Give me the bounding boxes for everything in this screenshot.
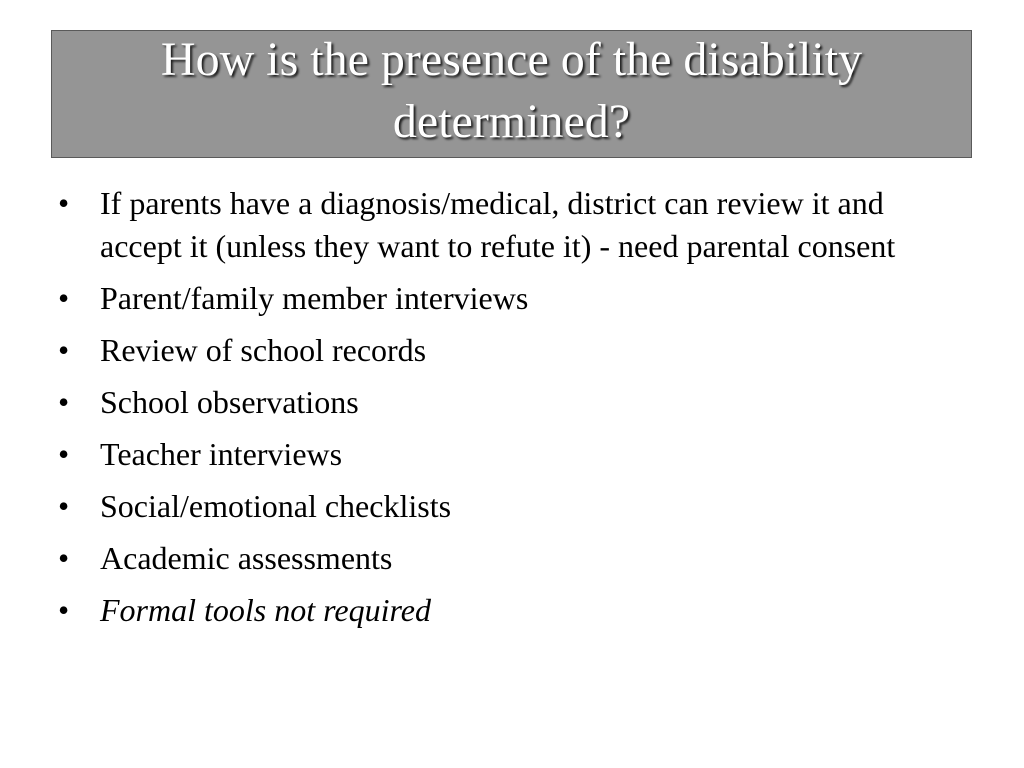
bullet-text: Teacher interviews [100, 436, 343, 472]
bullet-item [56, 277, 966, 320]
bullet-text: Parent/family member interviews [100, 280, 529, 316]
bullet-text: Social/emotional checklists [100, 488, 452, 524]
bullet-text: School observations [100, 384, 359, 420]
bullet-item [56, 329, 966, 372]
bullet-icon: • [58, 488, 70, 524]
bullet-item [56, 537, 966, 580]
title-box [51, 30, 972, 158]
bullet-icon: • [58, 592, 70, 628]
bullet-icon: • [58, 540, 70, 576]
bullet-item [56, 182, 966, 268]
bullet-item [56, 381, 966, 424]
bullet-list [56, 182, 966, 641]
bullet-icon: • [58, 436, 70, 472]
bullet-icon: • [58, 384, 70, 420]
bullet-icon: • [58, 332, 70, 368]
bullet-icon: • [58, 280, 70, 316]
bullet-text: If parents have a diagnosis/medical, district can review it and accept it (unless they want to refute it) - need parental consent [100, 185, 896, 264]
bullet-item [56, 485, 966, 528]
bullet-text: Formal tools not required [100, 592, 431, 628]
slide-title: How is the presence of the disability determined? [160, 33, 863, 148]
bullet-icon: • [58, 185, 70, 221]
bullet-item [56, 433, 966, 476]
bullet-item [56, 589, 966, 632]
bullet-text: Academic assessments [100, 540, 393, 576]
bullet-text: Review of school records [100, 332, 427, 368]
